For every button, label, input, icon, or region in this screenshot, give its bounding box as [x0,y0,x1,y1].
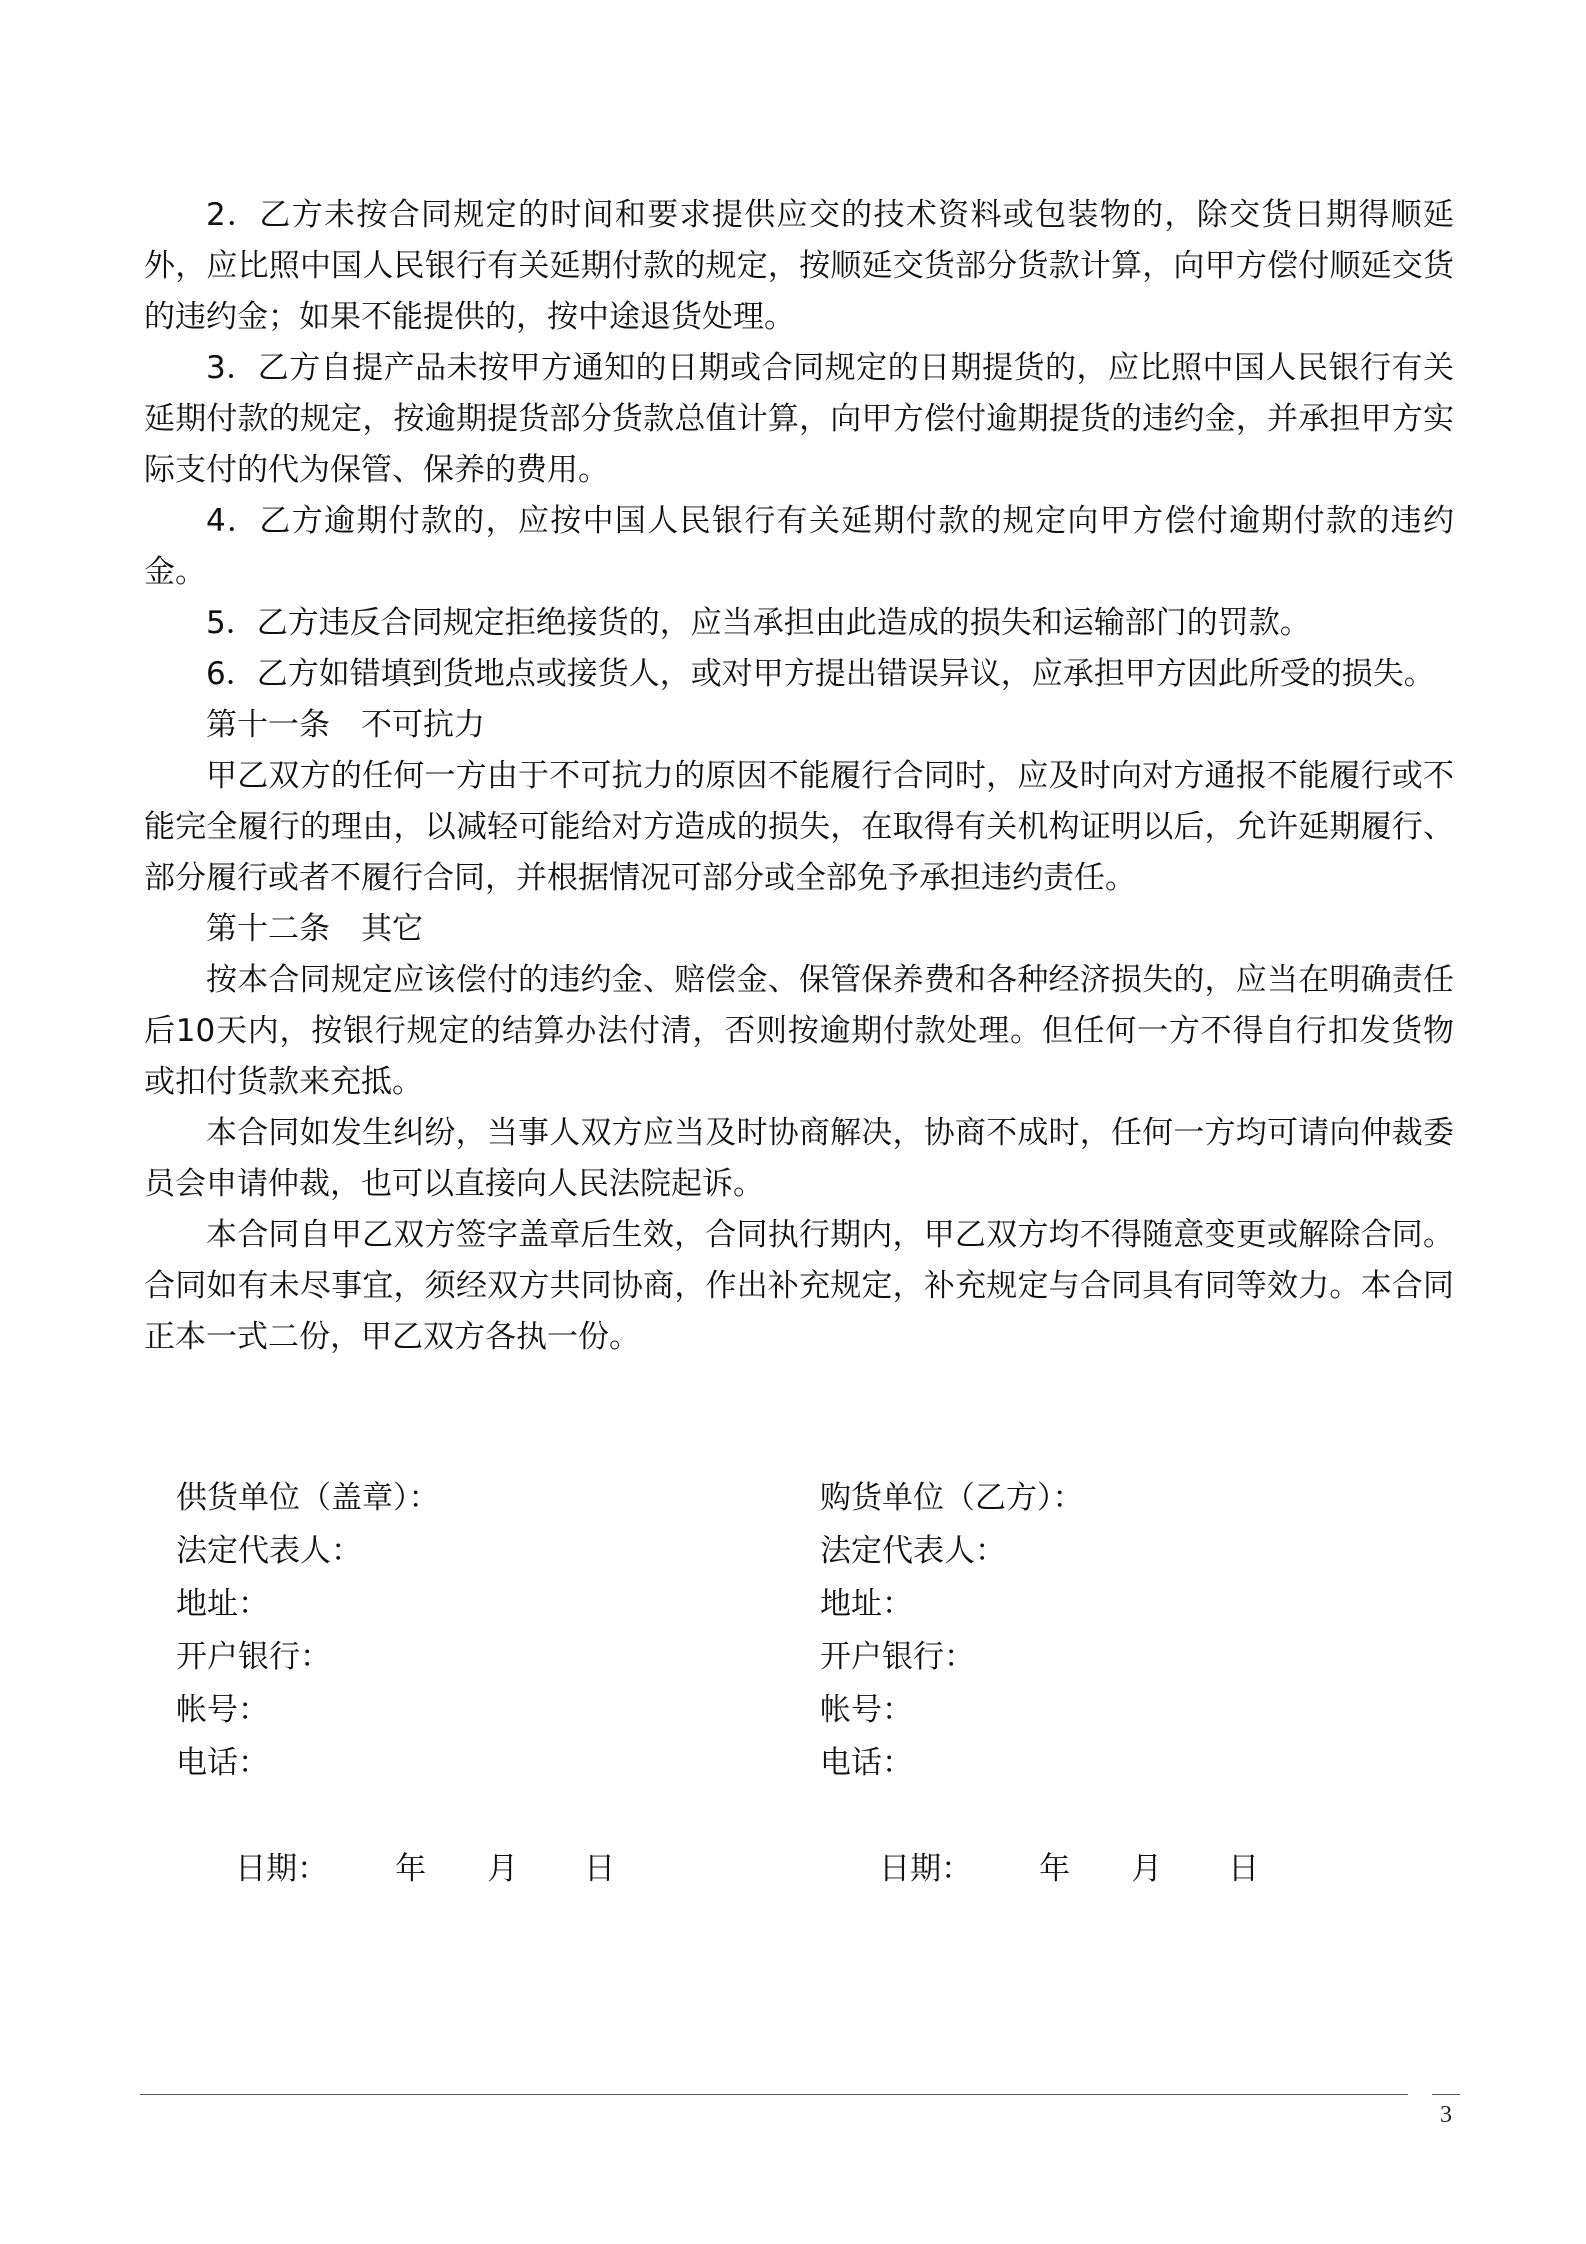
footer-divider [140,2094,1408,2095]
buyer-account-label: 帐号： [820,1692,913,1728]
buyer-rep-label: 法定代表人： [820,1533,1006,1569]
supplier-party-label: 供货单位（盖章）： [176,1480,440,1516]
supplier-phone-label: 电话： [176,1745,269,1781]
clause-paragraph-4: 4．乙方逾期付款的，应按中国人民银行有关延期付款的规定向甲方偿付逾期付款的违约金。 [144,503,1454,590]
supplier-date-line [176,1790,615,1949]
supplier-date-year: 年 [395,1851,427,1887]
contract-body [144,190,1454,1363]
supplier-signature-block [176,1472,615,1949]
article-12-heading: 第十二条 其它 [206,911,423,947]
supplier-rep-label: 法定代表人： [176,1533,362,1569]
supplier-date-day: 日 [584,1851,616,1887]
buyer-date-day: 日 [1228,1851,1260,1887]
article-12-text-1: 按本合同规定应该偿付的违约金、赔偿金、保管保养费和各种经济损失的，应当在明确责任后10天内，按银行规定的结算办法付清，否则按逾期付款处理。但任何一方不得自行扣发货物或扣付货款来充抵。 [144,962,1454,1100]
supplier-date-label: 日期： [235,1851,329,1887]
supplier-account-label: 帐号： [176,1692,269,1728]
supplier-bank-label: 开户银行： [176,1639,331,1675]
supplier-address-label: 地址： [176,1586,269,1622]
clause-paragraph-3: 3．乙方自提产品未按甲方通知的日期或合同规定的日期提货的，应比照中国人民银行有关延期付款的规定，按逾期提货部分货款总值计算，向甲方偿付逾期提货的违约金，并承担甲方实际支付的代为保管、保养的费用。 [144,350,1454,488]
clause-paragraph-2: 2．乙方未按合同规定的时间和要求提供应交的技术资料或包装物的，除交货日期得顺延外，应比照中国人民银行有关延期付款的规定，按顺延交货部分货款计算，向甲方偿付顺延交货的违约金；如果不能提供的，按中途退货处理。 [144,197,1454,335]
page-number: 3 [1440,2102,1452,2128]
buyer-party-label: 购货单位（乙方）： [820,1480,1084,1516]
article-11-heading: 第十一条 不可抗力 [206,707,485,743]
buyer-phone-label: 电话： [820,1745,913,1781]
clause-paragraph-5: 5．乙方违反合同规定拒绝接货的，应当承担由此造成的损失和运输部门的罚款。 [206,605,1311,641]
article-11-text: 甲乙双方的任何一方由于不可抗力的原因不能履行合同时，应及时向对方通报不能履行或不能完全履行的理由，以减轻可能给对方造成的损失，在取得有关机构证明以后，允许延期履行、部分履行或者不履行合同，并根据情况可部分或全部免予承担违约责任。 [144,758,1454,896]
clause-paragraph-6: 6．乙方如错填到货地点或接货人，或对甲方提出错误异议，应承担甲方因此所受的损失。 [206,656,1435,692]
buyer-date-label: 日期： [879,1851,973,1887]
buyer-date-line [820,1790,1259,1949]
article-12-text-2: 本合同如发生纠纷，当事人双方应当及时协商解决，协商不成时，任何一方均可请向仲裁委员会申请仲裁，也可以直接向人民法院起诉。 [144,1115,1454,1202]
buyer-bank-label: 开户银行： [820,1639,975,1675]
buyer-signature-block [820,1472,1259,1949]
supplier-date-month: 月 [487,1851,519,1887]
buyer-date-year: 年 [1039,1851,1071,1887]
buyer-date-month: 月 [1131,1851,1163,1887]
article-12-text-3: 本合同自甲乙双方签字盖章后生效，合同执行期内，甲乙双方均不得随意变更或解除合同。合同如有未尽事宜，须经双方共同协商，作出补充规定，补充规定与合同具有同等效力。本合同正本一式二份，甲乙双方各执一份。 [144,1217,1454,1355]
buyer-address-label: 地址： [820,1586,913,1622]
footer-divider-short [1432,2094,1460,2095]
